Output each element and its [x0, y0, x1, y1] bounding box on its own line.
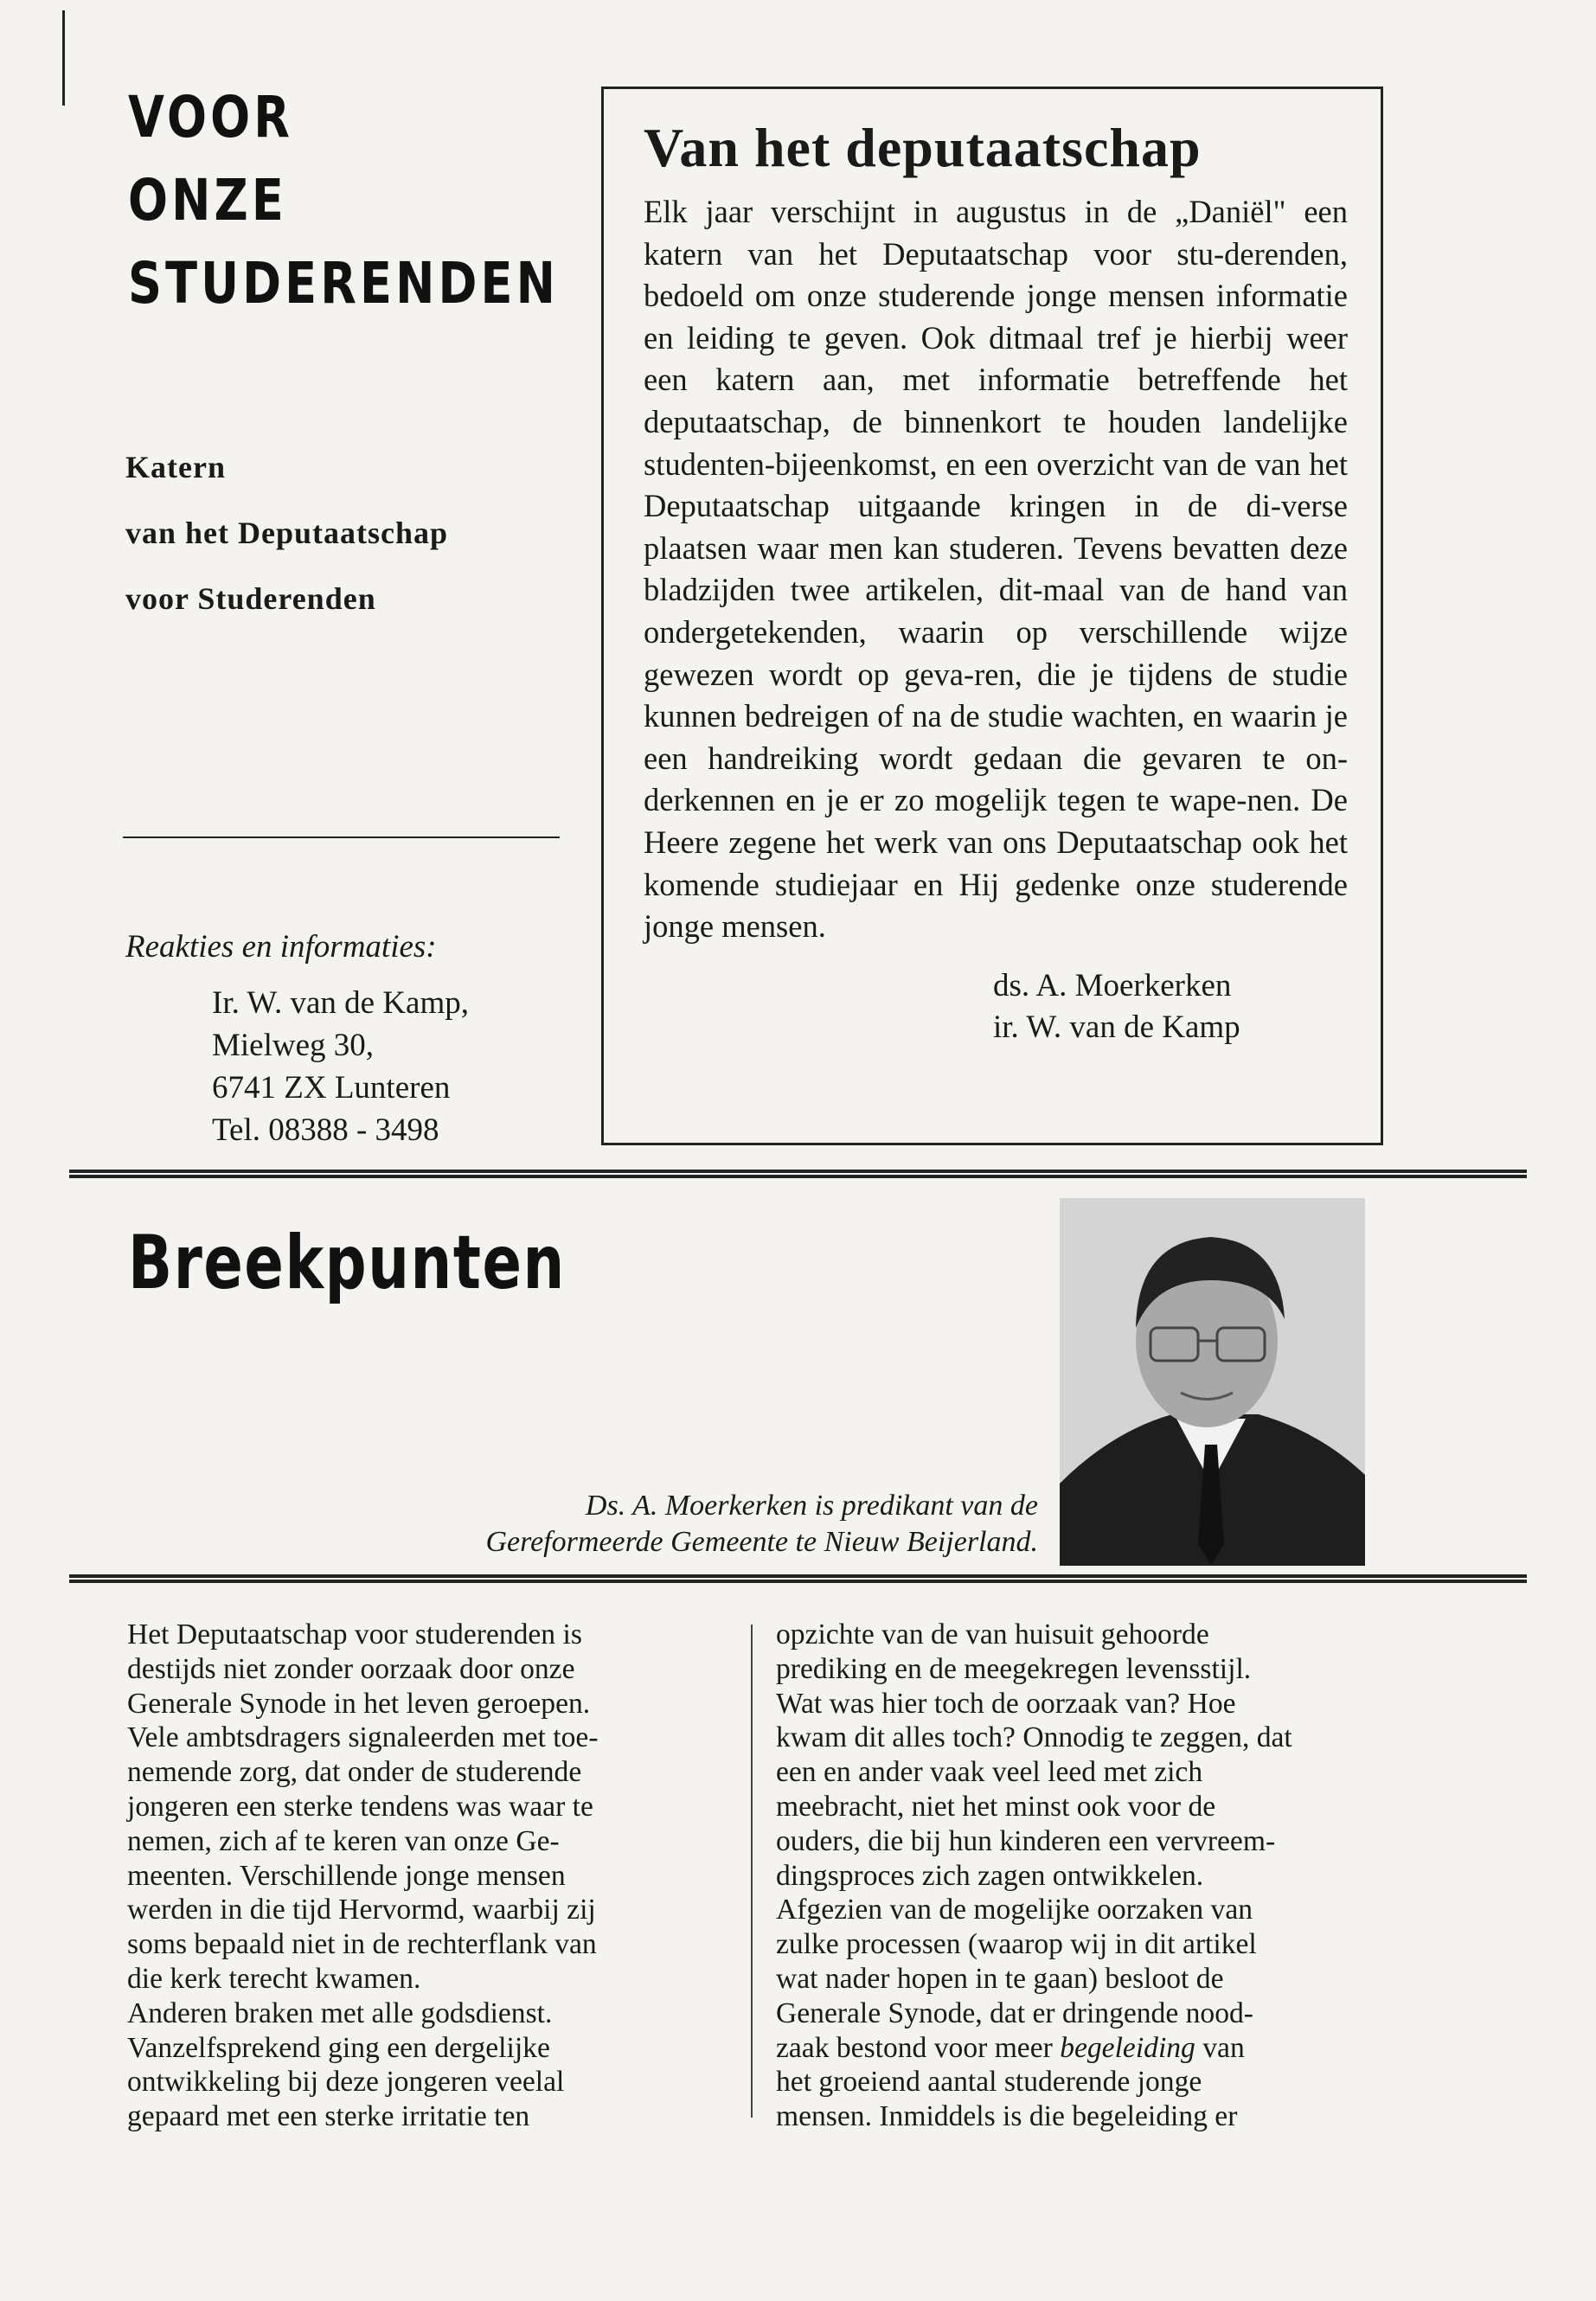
text-line: Generale Synode in het leven geroepen.: [127, 1687, 591, 1720]
column-divider: [751, 1625, 753, 2118]
signature-block: [993, 965, 1348, 1048]
contact-phone: Tel. 08388 - 3498: [212, 1112, 439, 1148]
text-line: ontwikkeling bij deze jongeren veelal: [127, 2066, 565, 2099]
text-line: Het Deputaatschap voor studerenden is: [127, 1618, 582, 1650]
text-line: prediking en de meegekregen levensstijl.: [776, 1652, 1252, 1685]
masthead-line: VOOR: [128, 84, 294, 151]
deputaatschap-box: [601, 87, 1383, 1145]
text-line: meenten. Verschillende jonge mensen: [127, 1859, 566, 1892]
double-rule: [69, 1170, 1527, 1178]
text-line: Afgezien van de mogelijke oorzaken van: [776, 1894, 1253, 1926]
text-line: het groeiend aantal studerende jonge: [776, 2066, 1202, 2099]
text-line: een en ander vaak veel leed met zich: [776, 1756, 1203, 1789]
masthead-line: STUDERENDEN: [128, 250, 559, 317]
text-fragment: zaak bestond voor meer: [776, 2031, 1053, 2064]
article-title: Breekpunten: [128, 1220, 566, 1306]
author-portrait-photo: [1060, 1198, 1365, 1566]
section-divider: [123, 836, 560, 838]
katern-line: Katern: [125, 450, 226, 484]
page-edge-mark: [62, 10, 65, 106]
text-line: [776, 2031, 1390, 2066]
contact-street: Mielweg 30,: [212, 1028, 375, 1063]
text-line: meebracht, niet het minst ook voor de: [776, 1790, 1216, 1823]
deputaatschap-title: Van het deputaatschap: [644, 117, 1202, 178]
masthead: [128, 76, 578, 325]
text-fragment: van: [1195, 2031, 1245, 2064]
caption-line: Gereformeerde Gemeente te Nieuw Beijerland.: [485, 1526, 1038, 1558]
deputaatschap-text: Elk jaar verschijnt in augustus in de „Daniël" een katern van het Deputaatschap voor stu-derenden, bedoeld om onze studerende jonge mensen informatie en leiding te geven. Ook ditmaal tref je hierbij weer een katern aan, met informatie betreffende het deputaatschap, de binnenkort te houden landelijke studenten-bijeenkomst, en een overzicht van de van het Deputaatschap uitgaande kringen in de di-verse plaatsen waar men kan studeren. Tevens bevatten deze bladzijden twee artikelen, dit-maal van de hand van ondergetekenden, waarin op verschillende wijze gewezen wordt op geva-ren, die je tijdens de studie kunnen bedreigen of na de studie wachten, en waarin je een handreiking wordt gedaan die gevaren te on-derkennen en je er zo mogelijk tegen te wape-nen. De Heere zegene het werk van ons Deputaatschap ook het komende studiejaar en Hij gedenke onze studerende jonge mensen.: [644, 194, 1348, 945]
signature-line: ds. A. Moerkerken: [993, 967, 1232, 1003]
article-column-right: [776, 1618, 1390, 2134]
text-line: gepaard met een sterke irritatie ten: [127, 2100, 530, 2133]
text-line: Wat was hier toch de oorzaak van? Hoe: [776, 1687, 1236, 1720]
emphasis-word: begeleiding: [1060, 2031, 1195, 2064]
katern-line: van het Deputaatschap: [125, 516, 449, 550]
text-line: soms bepaald niet in de rechterflank van: [127, 1928, 597, 1961]
contact-city: 6741 ZX Lunteren: [212, 1070, 451, 1106]
contact-name: Ir. W. van de Kamp,: [212, 985, 469, 1021]
text-line: wat nader hopen in te gaan) besloot de: [776, 1962, 1224, 1995]
text-line: ouders, die bij hun kinderen een vervreem-: [776, 1824, 1276, 1857]
text-line: dingsproces zich zagen ontwikkelen.: [776, 1859, 1204, 1892]
article-column-left: [127, 1618, 698, 2134]
contact-block: [125, 926, 593, 1151]
text-line: zulke processen (waarop wij in dit artikel: [776, 1928, 1257, 1961]
text-line: Vanzelfsprekend ging een dergelijke: [127, 2031, 550, 2064]
text-line: destijds niet zonder oorzaak door onze: [127, 1652, 575, 1685]
text-line: werden in die tijd Hervormd, waarbij zij: [127, 1894, 596, 1926]
masthead-line: ONZE: [128, 167, 287, 234]
text-line: opzichte van de van huisuit gehoorde: [776, 1618, 1209, 1650]
text-line: Vele ambtsdragers signaleerden met toe-: [127, 1721, 599, 1754]
text-line: Generale Synode, dat er dringende nood-: [776, 1997, 1253, 2029]
text-line: mensen. Inmiddels is die begeleiding er: [776, 2100, 1238, 2133]
katern-subtitle: [125, 450, 610, 647]
text-line: Anderen braken met alle godsdienst.: [127, 1997, 553, 2029]
text-line: kwam dit alles toch? Onnodig te zeggen, dat: [776, 1721, 1292, 1754]
text-line: nemende zorg, dat onder de studerende: [127, 1756, 582, 1789]
photo-caption: [381, 1488, 1038, 1561]
double-rule: [69, 1574, 1527, 1583]
contact-label: Reakties en informaties:: [125, 929, 437, 965]
text-line: die kerk terecht kwamen.: [127, 1962, 421, 1995]
katern-line: voor Studerenden: [125, 581, 376, 616]
caption-line: Ds. A. Moerkerken is predikant van de: [585, 1490, 1038, 1522]
text-line: nemen, zich af te keren van onze Ge-: [127, 1824, 560, 1857]
text-line: jongeren een sterke tendens was waar te: [127, 1790, 593, 1823]
signature-line: ir. W. van de Kamp: [993, 1009, 1240, 1045]
